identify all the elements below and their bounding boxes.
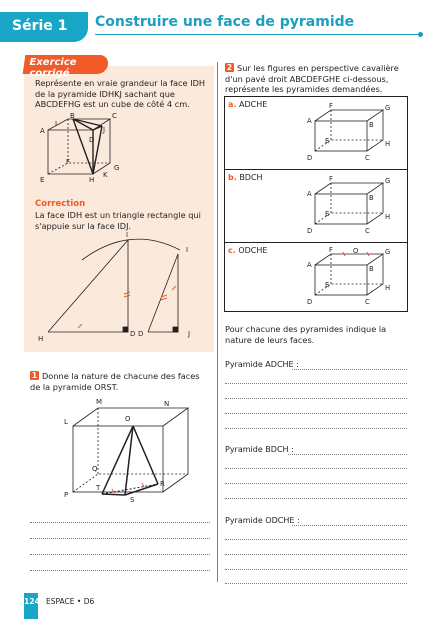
svg-text:B: B (70, 112, 75, 120)
exercise1-figure (28, 394, 212, 509)
svg-text:I: I (126, 231, 129, 239)
svg-text:B: B (369, 121, 374, 129)
svg-text:C: C (365, 298, 370, 306)
svg-text:A: A (307, 261, 312, 269)
svg-text:E: E (325, 137, 330, 145)
answer-line[interactable] (225, 539, 407, 541)
svg-text:E: E (325, 210, 330, 218)
answer-line[interactable] (292, 369, 407, 371)
corrected-exercise-badge (23, 55, 110, 79)
answer-line[interactable] (225, 383, 407, 385)
answer-line[interactable] (225, 583, 407, 585)
figure-b-box (224, 169, 408, 243)
svg-text:F: F (329, 175, 333, 183)
svg-text:R: R (160, 480, 165, 488)
svg-text:F: F (329, 246, 333, 254)
exercise1-number: 1 (31, 371, 38, 380)
footer-section: ESPACE • D6 (46, 597, 95, 606)
title-underline (95, 34, 421, 35)
svg-text:N: N (164, 400, 170, 408)
exercise2-question: Pour chacune des pyramides indique la nature de leurs faces. (225, 324, 387, 345)
exercise2-text: Sur les figures en perspective cavalière d'un pavé droit ABCDEFGHE ci-dessous, représente les pyramides demandées. (225, 63, 399, 94)
svg-text:B: B (369, 194, 374, 202)
answer-line[interactable] (225, 569, 407, 571)
svg-text:D: D (307, 298, 313, 306)
corrected-exercise-statement: Représente en vraie grandeur la face IDH de la pyramide IDHKJ sachant que ABCDEFHG est un cube de côté 4 cm. (35, 78, 206, 109)
svg-text:O: O (353, 247, 359, 255)
svg-text:G: G (385, 248, 391, 256)
svg-text:F: F (66, 158, 71, 166)
answer-line[interactable] (292, 525, 407, 527)
title-line-dot (418, 32, 423, 37)
svg-text:M: M (96, 398, 103, 406)
figure-a-box (224, 96, 408, 170)
svg-text:H: H (38, 335, 44, 343)
answer-line[interactable] (30, 554, 210, 556)
svg-text:B: B (369, 265, 374, 273)
page-title: Construire une face de pyramide (95, 14, 355, 30)
box-figure-c (295, 245, 405, 311)
series-tab (0, 12, 88, 42)
svg-text:G: G (385, 104, 391, 112)
svg-text:D: D (89, 136, 95, 144)
svg-text:H: H (385, 140, 391, 148)
svg-text:J: J (103, 126, 106, 134)
answer-line[interactable] (225, 483, 407, 485)
svg-text:F: F (329, 102, 333, 110)
svg-text:L: L (64, 418, 68, 426)
cube-figure (30, 110, 130, 190)
svg-text:T: T (96, 484, 101, 492)
svg-text:G: G (385, 177, 391, 185)
answer-label-adche: Pyramide ADCHE : (225, 360, 299, 369)
answer-line[interactable] (225, 413, 407, 415)
series-label: Série 1 (12, 18, 68, 34)
figure-b-label: b. BDCH (228, 173, 263, 182)
answer-label-odche: Pyramide ODCHE : (225, 516, 300, 525)
figure-c-label: c. ODCHE (228, 246, 268, 255)
svg-text:Q: Q (92, 465, 98, 473)
svg-text:G: G (114, 164, 120, 172)
svg-text:D: D (138, 330, 144, 338)
svg-text:C: C (112, 112, 117, 120)
exercise1-statement (30, 371, 212, 392)
svg-text:H: H (89, 176, 95, 184)
exercise2-number: 2 (226, 63, 233, 72)
figure-a-label: a. ADCHE (228, 100, 268, 109)
answer-line[interactable] (288, 454, 407, 456)
answer-label-bdch: Pyramide BDCH : (225, 445, 294, 454)
svg-text:O: O (125, 415, 131, 423)
svg-text:E: E (40, 176, 45, 184)
answer-line[interactable] (225, 468, 407, 470)
svg-text:D: D (307, 227, 313, 235)
svg-text:E: E (325, 281, 330, 289)
exercise2-statement (225, 63, 409, 95)
svg-text:D: D (307, 154, 313, 162)
svg-text:S: S (130, 496, 135, 504)
svg-text:C: C (365, 154, 370, 162)
svg-text:I: I (55, 120, 58, 128)
svg-text:H: H (385, 213, 391, 221)
svg-text:A: A (307, 190, 312, 198)
answer-line[interactable] (225, 498, 407, 500)
exercise1-text: Donne la nature de chacune des faces de la pyramide ORST. (30, 371, 200, 392)
svg-text:I: I (186, 246, 189, 254)
answer-line[interactable] (225, 554, 407, 556)
svg-text:C: C (365, 227, 370, 235)
answer-line[interactable] (30, 522, 210, 524)
svg-text:J: J (188, 330, 191, 338)
answer-line[interactable] (30, 538, 210, 540)
figure-c-box (224, 242, 408, 312)
correction-title: Correction (35, 199, 86, 209)
answer-line[interactable] (30, 570, 210, 572)
box-figure-b (295, 174, 405, 242)
column-divider (217, 62, 218, 582)
box-figure-a (295, 101, 405, 169)
page-number: 124 (24, 597, 40, 606)
answer-line[interactable] (225, 398, 407, 400)
badge-label: Exercice corrigé (29, 57, 77, 79)
svg-text:A: A (307, 117, 312, 125)
correction-text: La face IDH est un triangle rectangle qui s'appuie sur la face IDJ. (35, 210, 201, 231)
svg-text:P: P (64, 491, 69, 499)
svg-text:H: H (385, 284, 391, 292)
svg-text:K: K (103, 171, 108, 179)
svg-text:A: A (40, 127, 45, 135)
svg-text:D: D (130, 330, 136, 338)
answer-line[interactable] (225, 428, 407, 430)
construction-figure (30, 228, 214, 348)
